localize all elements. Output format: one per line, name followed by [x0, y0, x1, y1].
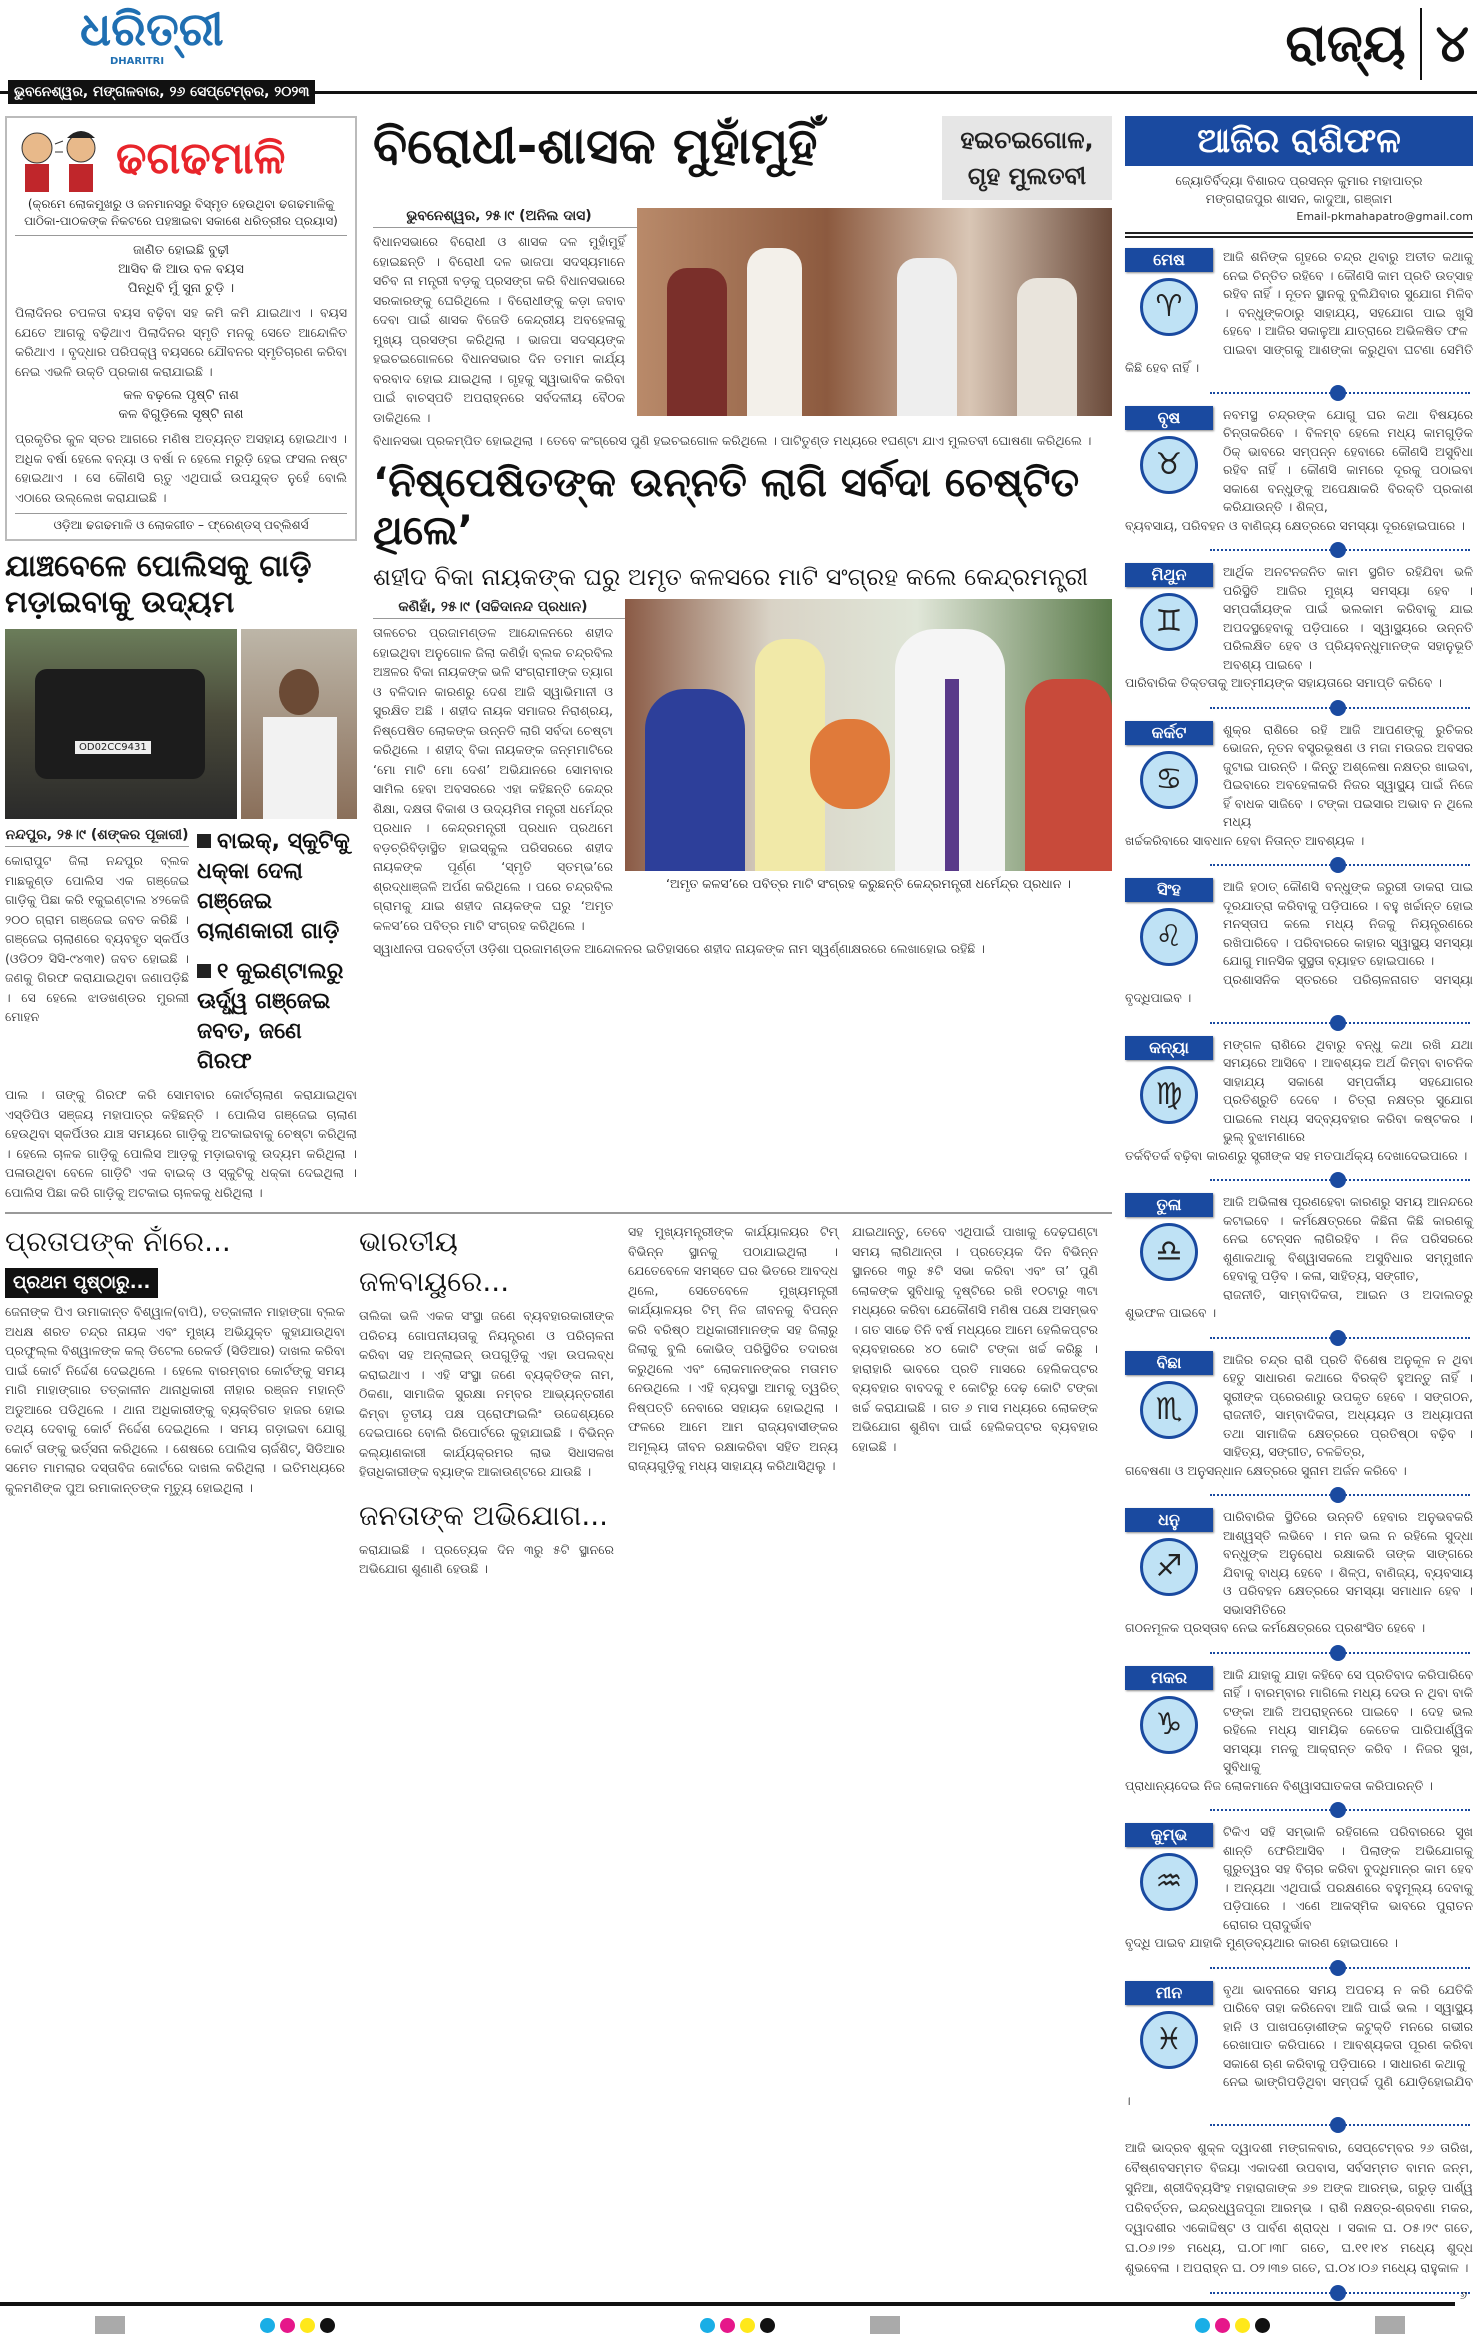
goat-icon: ♑ — [1140, 1696, 1198, 1754]
ram-icon: ♈ — [1140, 278, 1198, 336]
sign-prediction: ନବମସ୍ଥ ଚନ୍ଦ୍ରଙ୍କ ଯୋଗୁ ଘର କଥା ବିଷୟରେ ଚିନ୍ତାକରିବେ । ବିଳମ୍ବ ହେଲେ ମଧ୍ୟ କାମଗୁଡ଼ିକ ଠିକ୍ ଭାବରେ ସମ୍ପନ୍ନ ହେବାରେ କୌଣସି ଅସୁବିଧା ରହିବ ନାହିଁ । କୌଣସି କାମରେ ଦୂରକୁ ପଠାଇବା ସକାଶେ ବନ୍ଧୁଙ୍କୁ ଅପେକ୍ଷାକରି ବିରକ୍ତି ପ୍ରକାଶ କରିଯାଉନ୍ତି । ଶିଳ୍ପ, — [1223, 406, 1473, 514]
police-story-headline: ଯାଞ୍ଚବେଳେ ପୋଲିସକୁ ଗାଡ଼ି ମଡ଼ାଇବାକୁ ଉଦ୍ୟମ — [5, 549, 312, 620]
astrologer-email: Email-pkmahapatro@gmail.com — [1296, 210, 1473, 223]
kicker-line: ହଇଚଇଗୋଳ, — [960, 126, 1094, 154]
sign-prediction: ଶୁକ୍ର ରାଶିରେ ରହି ଆଜି ଆପଣଙ୍କୁ ରୁଚିକର ଭୋଜନ, ନୂତନ ବସ୍ତ୍ରଭୂଷଣ ଓ ମଜା ମଉଜର ଅବସର ଜୁଟାଇ ପାରନ୍ତି । କିନ୍ତୁ ଅଶ୍ଳେଷା ନକ୍ଷତ୍ର ଖାଇବା, ପିଇବାରେ ଅବହେଳାକରି ନିଜର ସ୍ୱାସ୍ଥ୍ୟ ପାଇଁ ନିଜେ ହିଁ ବାଧକ ସାଜିବେ । ଟଙ୍କା ପଇସାର ଅଭାବ ନ ଥିଲେ ମଧ୍ୟ — [1223, 721, 1473, 829]
continued-body: ଜେନାଙ୍କ ପିଏ ଉମାକାନ୍ତ ବିଶ୍ୱାଳ(ବାପି), ତତ୍କାଳୀନ ମାହାଙ୍ଗା ବ୍ଲକ ଅଧକ୍ଷ ଶରତ ଚନ୍ଦ୍ର ନାୟକ ଏବଂ ମୁଖ୍ୟ ଅଭିଯୁକ୍ତ କୁହାଯାଉଥିବା ପ୍ରଫୁଲ୍ଲ ବିଶ୍ୱାଳଙ୍କ କଲ୍ ଡିଟେଲ ରେକର୍ଡ (ସିଡିଆର) ଦାଖଲ କରିବା ପାଇଁ କୋର୍ଟ ନିର୍ଦ୍ଦେଶ ଦେଇଥିଲେ । ହେଲେ ବାରମ୍ବାର କୋର୍ଟଙ୍କୁ ସମୟ ମାଗି ମାହାଙ୍ଗାର ତତ୍କାଳୀନ ଥାନାଧିକାରୀ ନୀହାର ରଞ୍ଜନ ମହାନ୍ତି ଅଡୁଆରେ ପଡିଥିଲେ । ଥାନା ଅଧିକାରୀଙ୍କୁ ବ୍ୟକ୍ତିଗତ ହାଜର ହୋଇ ତଥ୍ୟ ଦେବାକୁ କୋର୍ଟ ନିର୍ଦ୍ଦେଶ ଦେଇଥିଲେ । ସମୟ ଗଡ଼ାଇବା ଯୋଗୁ କୋର୍ଟ ତାଙ୍କୁ ଭର୍ତ୍ସନା କରିଥିଲେ । ଶେଷରେ ପୋଲିସ ଚାର୍ଜଶିଟ୍, ସିଡିଆର ସମେତ ମାମଲାର ଦସ୍ତାବିଜ କୋର୍ଟରେ ଦାଖଲ କରିଥିଲା । ଇତିମଧ୍ୟରେ କୁଳମଣିଙ୍କ ପୁଅ ରମାକାନ୍ତଙ୍କ ମୃତ୍ୟୁ ହୋଇଥିଲା । — [5, 1304, 345, 1495]
cartoon-faces-icon — [15, 124, 110, 194]
second-headline: ‘ନିଷ୍ପେଷିତଙ୍କ ଉନ୍ନତି ଲାଗି ସର୍ବଦା ଚେଷ୍ଟିତ ଥିଲେ’ — [373, 459, 1080, 554]
main-content — [5, 116, 1112, 1579]
lead-story — [373, 208, 1112, 451]
dharitri-logo — [80, 2, 280, 68]
horoscope-sign — [1125, 406, 1473, 536]
registration-dot-icon — [260, 2318, 275, 2333]
horoscope-sign — [1125, 1823, 1473, 1953]
horoscope-sign — [1125, 563, 1473, 693]
sign-badge — [1125, 1508, 1217, 1608]
twins-icon: ♊ — [1140, 593, 1198, 651]
separator-dot-icon — [1210, 1494, 1470, 1496]
sign-prediction-end: ପ୍ରଶାସନିକ ସ୍ତରରେ ପରିଚାଳନାଗତ ସମସ୍ୟା ବୃଦ୍ଧିପାଇବ । — [1125, 971, 1473, 1005]
lead-byline: ଭୁବନେଶ୍ୱର, ୨୫।୯ (ଅନିଲ ଦାସ) — [373, 208, 1112, 228]
separator-dot-icon — [1210, 1967, 1470, 1969]
sign-label: କନ୍ୟା — [1125, 1036, 1213, 1060]
sign-prediction: ଆଜି ଶନିଙ୍କ ଗୃହରେ ଚନ୍ଦ୍ର ଥିବାରୁ ଅତୀତ କଥାକୁ ନେଇ ଚିନ୍ତିତ ରହିବେ । କୌଣସି କାମ ପ୍ରତି ଉତ୍ସାହ ରହିବ ନାହିଁ । ନୂତନ ସ୍ଥାନକୁ ବୁଲିଯିବାର ସୁଯୋଗ ମିଳିବ । ବନ୍ଧୁଙ୍କଠାରୁ ସାହାଯ୍ୟ, ସହଯୋଗ ପାଇ ଖୁସି ହେବେ । ଆଜିର ସକାଳୁଆ ଯାତ୍ରାରେ ଅଭିଳଷିତ ଫଳ — [1223, 249, 1473, 338]
second-subheadline: ଶହୀଦ ବିକା ନାୟକଙ୍କ ଘରୁ ଅମୃତ କଳସରେ ମାଟି ସଂଗ୍ରହ କଲେ କେନ୍ଦ୍ରମନ୍ତ୍ରୀ — [373, 562, 1089, 591]
sign-prediction: ଟିକିଏ ସହି ସମ୍ଭାଳି ରହିଗଲେ ପରିବାରରେ ସୁଖ ଶାନ୍ତି ଫେରିଆସିବ । ପିଲାଙ୍କ ଅଭିଯୋଗକୁ ଗୁରୁତ୍ୱର ସହ ବିଚାର କରିବା ବୁଦ୍ଧିମାନ୍‌ର କାମ ହେବ । ଅନ୍ୟଥା ଏଥିପାଇଁ ପରକ୍ଷଣରେ ବହୁମୂଲ୍ୟ ଦେବାକୁ ପଡ଼ିପାରେ । ଏଣେ ଆକସ୍ମିକ ଭାବରେ ପୁରାତନ ରୋଗର ପ୍ରାଦୁର୍ଭାବ — [1223, 1824, 1473, 1932]
registration-dot-icon — [1255, 2318, 1270, 2333]
middle-column — [373, 116, 1112, 959]
section-title: ରାଜ୍ୟ — [1285, 14, 1406, 74]
sign-prediction: ଆଜି ଅଭିଳାଷ ପୂରଣହେବା କାରଣରୁ ସମୟ ଆନନ୍ଦରେ କଟାଇବେ । କର୍ମକ୍ଷେତ୍ରରେ କିଛିନା କିଛି କାରଣକୁ ନେଇ ଟେନ୍‌ସନ ଲାଗିରହିବ । ନିଜ ପରିସରରେ ଶୁଣାକଥାକୁ ବିଶ୍ୱାସକଲେ ଅସୁବିଧାର ସମ୍ମୁଖୀନ ହେବାକୁ ପଡ଼ିବ । କଳା, ସାହିତ୍ୟ, ସଙ୍ଗୀତ, — [1223, 1194, 1473, 1283]
rashiphala-title: ଆଜିର ରାଶିଫଳ — [1125, 116, 1473, 166]
continued-col-2 — [359, 1222, 614, 1579]
separator-dot-icon — [1210, 549, 1470, 551]
sign-label: ମକର — [1125, 1666, 1213, 1690]
footer-rule — [0, 2302, 1455, 2306]
number-plate: OD02CC9431 — [75, 741, 151, 754]
continued-col-3: ସହ ମୁଖ୍ୟମନ୍ତ୍ରୀଙ୍କ କାର୍ଯ୍ୟାଳୟର ଟିମ୍ ବିଭିନ୍ନ ସ୍ଥାନକୁ ପଠାଯାଇଥିଲା । ଯେତେବେଳେ ସମସ୍ତେ ଘର ଭିତରେ ଆବଦ୍ଧ ଥିଲେ, ସେତେବେଳେ ମୁଖ୍ୟମନ୍ତ୍ରୀ କାର୍ଯ୍ୟାଳୟର ଟିମ୍ ନିଜ ଜୀବନକୁ ବିପନ୍ନ କରି ବରିଷ୍ଠ ଅଧିକାରୀମାନଙ୍କ ସହ ଜିଲାରୁ ଜିଲାକୁ ବୁଲି କୋଭିଡ୍ ପରିସ୍ଥିତିର ତଦାରଖ କରୁଥିଲେ ଏବଂ ଲୋକମାନଙ୍କର ମତାମତ ନେଉଥିଲେ । ଏହି ବ୍ୟବସ୍ଥା ଆମକୁ ତ୍ୱରିତ୍ ନିଷ୍ପତ୍ତି ନେବାରେ ସହାୟକ ହୋଇଥିଲା । ଫଳରେ ଆମେ ଆମ ରାଜ୍ୟବାସୀଙ୍କର ଅମୂଲ୍ୟ ଜୀବନ ରକ୍ଷାକରିବା ସହିତ ଅନ୍ୟ ରାଜ୍ୟଗୁଡ଼ିକୁ ମଧ୍ୟ ସାହାଯ୍ୟ କରିଥାସିଥିଲୁ । — [628, 1224, 838, 1473]
sign-badge — [1125, 406, 1217, 506]
continued-col-1 — [5, 1222, 345, 1497]
second-body: ତାଳଚେର ପ୍ରଜାମଣ୍ଡଳ ଆନ୍ଦୋଳନରେ ଶହୀଦ ହୋଇଥିବା ଅନୁଗୋଳ ଜିଲା କଣିହାଁ ବ୍ଲକ ଚନ୍ଦ୍ରବିଲ ଅଞ୍ଚଳର ବିକା ନାୟକଙ୍କ ଭଳି ସଂଗ୍ରାମୀଙ୍କ ତ୍ୟାଗ ଓ ବଳିଦାନ କାରଣରୁ ଦେଶ ଆଜି ସ୍ୱାଭିମାନୀ ଓ ସୁରକ୍ଷିତ ଅଛି । ଶହୀଦ ନାୟକ ସମାଜର ନିରାଶ୍ରୟ, ନିଷ୍ପେଷିତ ଲୋକଙ୍କ ଉନ୍ନତି ଲାଗି ସର୍ବଦା ଚେଷ୍ଟା କରିଥିଲେ । ଶହୀଦ୍ ବିକା ନାୟକଙ୍କ ଜନ୍ମମାଟିରେ ‘ମୋ ମାଟି ମୋ ଦେଶ’ ଅଭିଯାନରେ ସୋମବାର ସାମିଲ ହେବା ଅବସରରେ ଏହା କହିଛନ୍ତି କେନ୍ଦ୍ର ଶିକ୍ଷା, ଦକ୍ଷତା ବିକାଶ ଓ ଉଦ୍ୟମିତା ମନ୍ତ୍ରୀ ଧର୍ମେନ୍ଦ୍ର ପ୍ରଧାନ । କେନ୍ଦ୍ରମନ୍ତ୍ରୀ ପ୍ରଧାନ ପ୍ରଥମେ ବଡ଼ଚ୍ରିବିଡ଼ାସ୍ଥିତ ହାଇସ୍କୁଲ ପରିସରରେ ଶହୀଦ ନାୟକଙ୍କ ପୂର୍ଣ୍ଣ ‘ସ୍ମୃତି ସ୍ତମ୍ଭ’ରେ ଶ୍ରଦ୍ଧାଞ୍ଜଳି ଅର୍ପଣ କରିଥିଲେ । ପରେ ଚନ୍ଦ୍ରବିଲ ଗ୍ରାମକୁ ଯାଇ ଶହୀଦ ନାୟକଙ୍କ ଘରୁ ‘ଅମୃତ କଳସ’ରେ ପବିତ୍ର ମାଟି ସଂଗ୍ରହ କରିଥିଲେ । — [373, 625, 613, 933]
proverb-line: ପିନ୍ଧିବି ମୁଁ ସୁନା ଚୁଡ଼ି । — [127, 281, 235, 296]
sign-label: ମେଷ — [1125, 248, 1213, 272]
sign-prediction-end: ପ୍ରାଧାନ୍ୟଦେଇ ନିଜ ଲୋକମାନେ ବିଶ୍ୱାସଘାତକତା କରିପାରନ୍ତି । — [1125, 1777, 1434, 1793]
sign-label: କୁମ୍ଭ — [1125, 1823, 1213, 1847]
registration-dot-icon — [720, 2318, 735, 2333]
sign-badge — [1125, 721, 1217, 821]
sign-badge — [1125, 248, 1217, 348]
separator-dot-icon — [1210, 392, 1470, 394]
fish-icon: ♓ — [1140, 2011, 1198, 2069]
sign-prediction-end: ରାଜନୀତି, ସାମ୍ବାଦିକତା, ଆଇନ ଓ ଅଦାଲତରୁ ଶୁଭଫଳ ପାଇବେ । — [1125, 1286, 1473, 1320]
sign-label: ମୀନ — [1125, 1981, 1213, 2005]
separator-dot-icon — [1210, 1652, 1470, 1654]
dhagadhamali-box — [5, 116, 357, 541]
proverb-line: କଳ ବଢ଼ଲେ ପୃଷ୍ଟି ନାଶ — [123, 388, 239, 403]
sign-prediction-end: ତର୍କବିତର୍କ ବଢ଼ିବା କାରଣରୁ ସ୍ତ୍ରୀଙ୍କ ସହ ମତପାର୍ଥକ୍ୟ ଦେଖାଦେଇପାରେ । — [1125, 1147, 1468, 1163]
sign-prediction: ବୃଥା ଭାବନାରେ ସମୟ ଅପଚୟ ନ କରି ଯେତିକି ପାରିବେ ତାହା କରିନେବା ଆଜି ପାଇଁ ଭଲ । ସ୍ୱାସ୍ଥ୍ୟ ହାନି ଓ ପାଖପଡ଼ୋଶୀଙ୍କ କଟୁକ୍ତି ମନରେ ଗଭୀର ରେଖାପାତ କରିପାରେ । ଆବଶ୍ୟକତା ପୂରଣ କରିବା ସକାଶେ ଋଣ କରିବାକୁ ପଡ଼ିପାରେ । ସାଧାରଣ କଥାକୁ — [1223, 1981, 1473, 2071]
horoscope-sign — [1125, 1351, 1473, 1481]
sign-prediction: ଆଜି ହଠାତ୍ କୌଣସି ବନ୍ଧୁଙ୍କ ଜରୁରୀ ଡାକରା ପାଇ ଦୂରଯାତ୍ରା କରିବାକୁ ପଡ଼ିପାରେ । ବହୁ ଖର୍ଚ୍ଚାନ୍ତ ହୋଇ ମନସ୍ତାପ କଲେ ମଧ୍ୟ ନିଜକୁ ନିୟନ୍ତ୍ରଣରେ ରଖିପାରିବେ । ପରିବାରରେ କାହାର ସ୍ୱାସ୍ଥ୍ୟ ସମସ୍ୟା ଯୋଗୁ ମାନସିକ ସୁସ୍ଥତା ବ୍ୟାହତ ହୋଇପାରେ । — [1223, 879, 1473, 968]
police-story-lead: କୋରାପୁଟ ଜିଲା ନନ୍ଦପୁର ବ୍ଲକ ମାଛକୁଣ୍ଡ ପୋଲିସ ଏକ ଗଞ୍ଜେଇ ଗାଡ଼ିକୁ ପିଛା କରି ୧କୁଇଣ୍ଟାଲ ୪୨କେଜି ୨୦୦ ଗ୍ରାମ ଗଞ୍ଜେଇ ଜବତ କରିଛି । ଗଞ୍ଜେଇ ଚାଲାଣରେ ବ୍ୟବହୃତ ସ୍କର୍ପିଓ (ଓଡି୦୨ ସିସି-୯୪୩୧) ଜବତ ହୋଇଛି । ଜଣକୁ ଗିରଫ କରାଯାଇଥିବା ଜଣାପଡ଼ିଛି । ସେ ହେଲେ ଝାଡଖଣ୍ଡର ମୁରଲୀ ମୋହନ — [5, 853, 189, 1024]
panjika: ଆଜି ଭାଦ୍ରବ ଶୁକ୍ଳ ଦ୍ୱାଦଶୀ ମଙ୍ଗଳବାର, ସେପ୍ଟେମ୍ବର ୨୬ ତାରିଖ, ବୈଷ୍ଣବସମ୍ମତ ବିଜୟା ଏକାଦଶୀ ଉପବାସ, ସର୍ବସମ୍ମତ ବାମନ ଜନ୍ମ, ସୁନିଆ, ଶ୍ରୀଦିବ୍ୟସିଂହ ମହାରାଜାଙ୍କ ୬୭ ଅଙ୍କ ଆରମ୍ଭ, ଗରୁଡ଼ ପାର୍ଶ୍ୱ ପରିବର୍ତ୍ତନ, ଇନ୍ଦ୍ରଧ୍ୱଜପୂଜା ଆରମ୍ଭ । ରାଶି ନକ୍ଷତ୍ର-ଶ୍ରବଣା ମକର, ଦ୍ୱାଦଶୀର ଏକୋଦ୍ଦିଷ୍ଟ ଓ ପାର୍ବଣ ଶ୍ରାଦ୍ଧ । ସକାଳ ଘ. ୦୫।୨୯ ଗତେ, ଘ.୦୬।୨୭ ମଧ୍ୟେ, ଘ.୦୮।୩୮ ଗତେ, ଘ.୧୧।୧୪ ମଧ୍ୟେ ଶୁଦ୍ଧ ଶୁଭବେଳା । ଅପରାହ୍ନ ଘ. ୦୨।୩୭ ଗତେ, ଘ.୦୪।୦୬ ମଧ୍ୟେ ରାହୁକାଳ । — [1125, 2140, 1473, 2275]
proverb-2 — [15, 386, 347, 424]
sign-badge — [1125, 1193, 1217, 1293]
sign-label: ବୃଷ — [1125, 406, 1213, 430]
registration-dot-icon — [1235, 2318, 1250, 2333]
second-story — [373, 599, 1112, 959]
sign-prediction-end: ଖର୍ଚ୍ଚକରିବାରେ ସାବଧାନ ହେବା ନିତାନ୍ତ ଆବଶ୍ୟକ । — [1125, 832, 1365, 848]
proverb-line: ଜାଣିତ ହୋଇଛି ବୁଢ଼ୀ — [132, 243, 230, 258]
horoscope-list — [1125, 248, 1473, 2138]
gray-patch-icon — [870, 2316, 900, 2334]
police-story-byline: ନନ୍ଦପୁର, ୨୫।୯ (ଶଙ୍କର ପୂଜାରୀ) — [5, 827, 189, 847]
lead-body: ବିଧାନସଭାରେ ବିରୋଧୀ ଓ ଶାସକ ଦଳ ମୁହାଁମୁହିଁ ହୋଇଛନ୍ତି । ବିରୋଧୀ ଦଳ ଭାଜପା ସଦସ୍ୟମାନେ ସଚିବ ନା ମନ୍ତ୍ରୀ ବଡ଼କୁ ପ୍ରସଙ୍ଗ କରି ବିଧାନସଭାରେ ସରକାରଙ୍କୁ ଘେରିଥିଲେ । ବିରୋଧୀଙ୍କୁ କଡ଼ା ଜବାବ ଦେବା ପାଇଁ ଶାସକ ବିଜେଡି କେନ୍ଦ୍ରୀୟ ଅବହେଳାକୁ ମୁଖ୍ୟ ପ୍ରସଙ୍ଗ କରିଥିଲା । ଭାଜପା ସଦସ୍ୟଙ୍କ ହଇଚଇଗୋଳରେ ବିଧାନସଭାର ଦିନ ତମାମ କାର୍ଯ୍ୟ ବରବାଦ ହୋଇ ଯାଇଥିଲା । ଗୃହକୁ ସ୍ୱାଭାବିକ କରିବା ପାଇଁ ବାଚସ୍ପତି ଅପରାହ୍ନରେ ସର୍ବଦଳୀୟ ବୈଠକ ଡାକିଥିଲେ । — [373, 234, 625, 425]
horoscope-sign — [1125, 1036, 1473, 1166]
crab-icon: ♋ — [1140, 751, 1198, 809]
accused-photo — [241, 629, 357, 819]
lead-continued: ବିଧାନସଭା ପ୍ରକମ୍ପିତ ହୋଇଥିଲା । ତେବେ କଂଗ୍ରେସ ପୁଣି ହଇଚଇଗୋଳ କରିଥିଲେ । ପାଟିତୁଣ୍ଡ ମଧ୍ୟରେ ୧ଘଣ୍ଟା ଯାଏ ମୁଲତବୀ ଘୋଷଣା କରିଥିଲେ । — [373, 433, 1092, 448]
proverb-line: ଆସିବ କି ଆଉ ବଳ ବୟସ — [118, 262, 244, 277]
highlight: ବାଇକ୍, ସ୍କୁଟିକୁ ଧକ୍କା ଦେଲା ଗଞ୍ଜେଇ ଚାଲାଣକାରୀ ଗାଡ଼ି — [197, 829, 350, 944]
sign-label: ଧନୁ — [1125, 1508, 1213, 1532]
registration-dot-icon — [1195, 2318, 1210, 2333]
separator-dot-icon — [1210, 2292, 1470, 2294]
sign-badge — [1125, 1036, 1217, 1136]
registration-dot-icon — [1215, 2318, 1230, 2333]
continued-heading: ଭାରତୀୟ ଜଳବାୟୁରେ... — [359, 1225, 510, 1298]
left-column — [5, 116, 357, 1202]
registration-dot-icon — [740, 2318, 755, 2333]
sign-prediction-end: ପାରିବାରିକ ତିକ୍ତତାକୁ ଆତ୍ମୀୟଙ୍କ ସହାୟତାରେ ସମାପ୍ତି କରିବେ । — [1125, 675, 1442, 690]
proverb-1-explanation: ପିଲାଦିନର ଚପଳତା ବୟସ ବଢ଼ିବା ସହ କମି କମି ଯାଇଥାଏ । ବୟସ ଯେତେ ଆଗକୁ ବଢ଼ିଥାଏ ପିଲାଦିନର ସ୍ମୃତି ମନକୁ ସେତେ ଆନ୍ଦୋଳିତ କରିଥାଏ । ବୃଦ୍ଧାର ପରିପକ୍ୱ ବୟସରେ ଯୌବନର ସ୍ମୃତିଚାରଣ କରିବା ନେଇ ଏଭଳି ଉକ୍ତି ପ୍ରକାଶ କରାଯାଇଛି । — [15, 305, 347, 379]
second-byline: କଣିହାଁ, ୨୫।୯ (ସଚ୍ଚିଦାନନ୍ଦ ପ୍ରଧାନ) — [373, 599, 1112, 619]
proverb-line: କଳ ବିଗୁଡ଼ିଲେ ସୃଷ୍ଟି ନାଶ — [118, 407, 244, 422]
dateline: ଭୁବନେଶ୍ୱର, ମଙ୍ଗଳବାର, ୨୬ ସେପ୍ଟେମ୍ବର, ୨୦୨୩ — [8, 80, 315, 104]
continued-body: ତାଲିକା ଭଳି ଏକକ ସଂସ୍ଥା ଜଣେ ବ୍ୟବହାରକାରୀଙ୍କ ପରିଚୟ ଗୋପନୀୟତାକୁ ନିୟନ୍ତ୍ରଣ ଓ ପରିଚାଳନା କରିବା ସହ ଅନ୍‌ଲାଇନ୍ ଉପଗୁଡ଼ିକୁ ଏହା ଉପଲବ୍ଧ କରାଇଥାଏ । ଏହି ସଂସ୍ଥା ଜଣେ ବ୍ୟକ୍ତିଙ୍କ ନାମ, ଠିକଣା, ସାମାଜିକ ସୁରକ୍ଷା ନମ୍ବର ଆଭ୍ୟନ୍ତରୀଣ କିମ୍ବା ତୃତୀୟ ପକ୍ଷ ପ୍ରୋଫାଇଲିଂ ଉଦ୍ଦେଶ୍ୟରେ ଦେଇପାରେ ବୋଲି ରିପୋର୍ଟରେ କୁହାଯାଇଛି । ବିଭିନ୍ନ କଲ୍ୟାଣକାରୀ କାର୍ଯ୍ୟକ୍ରମର ଲାଭ ସିଧାସଳଖ ହିତାଧିକାରୀଙ୍କ ବ୍ୟାଙ୍କ ଆକାଉଣ୍ଟରେ ଯାଉଛି । — [359, 1308, 614, 1479]
separator-dot-icon — [1210, 707, 1470, 709]
horoscope-sign — [1125, 721, 1473, 851]
sign-prediction: ଆଜିର ଚନ୍ଦ୍ର ରାଶି ପ୍ରତି ବିଶେଷ ଅନୁକୂଳ ନ ଥିବା ହେତୁ ସାଧାରଣ କଥାରେ ବିରକ୍ତି ହୁଅନ୍ତୁ ନାହିଁ । ସ୍ତ୍ରୀଙ୍କ ପ୍ରେରଣାରୁ ଉପକୃତ ହେବେ । ସଙ୍ଗଠନ, ରାଜନୀତି, ସାମ୍ବାଦିକତା, ଅଧ୍ୟୟନ ଓ ଅଧ୍ୟାପନା ତଥା ସାମାଜିକ କ୍ଷେତ୍ରରେ ପ୍ରତିଷ୍ଠା ବଢ଼ିବ । ସାହିତ୍ୟ, ସଙ୍ଗୀତ, ଚଳଚ୍ଚିତ୍ର, — [1223, 1351, 1473, 1459]
sign-prediction-end: ପାଇବା ସାଙ୍ଗକୁ ଆଶଙ୍କା କରୁଥିବା ଘଟଣା ସେମିତି କିଛି ହେବ ନାହିଁ । — [1125, 341, 1473, 375]
second-continued: ସ୍ୱାଧୀନତା ପରବର୍ତ୍ତୀ ଓଡ଼ିଶା ପ୍ରଜାମଣ୍ଡଳ ଆନ୍ଦୋଳନର ଇତିହାସରେ ଶହୀଦ ନାୟକଙ୍କ ନାମ ସ୍ୱର୍ଣ୍ଣାକ୍ଷରରେ ଲେଖାହୋଇ ରହିଛି । — [373, 941, 985, 957]
folio: ୬ — [1460, 2289, 1467, 2302]
sign-badge — [1125, 563, 1217, 663]
section-divider — [5, 1212, 1112, 1214]
continued-heading: ଜନତାଙ୍କ ଅଭିଯୋଗ... — [359, 1498, 609, 1532]
sign-label: ବିଛା — [1125, 1351, 1213, 1375]
from-front-page-label: ପ୍ରଥମ ପୃଷ୍ଠାରୁ... — [5, 1268, 158, 1298]
proverb-2-explanation: ପ୍ରକୃତିର କୁଳ ସ୍ତର ଆଗରେ ମଣିଷ ଅତ୍ୟନ୍ତ ଅସହାୟ ହୋଇଥାଏ । ଅଧିକ ବର୍ଷା ହେଲେ ବନ୍ୟା ଓ ବର୍ଷା ନ ହେଲେ ମରୁଡ଼ି ହେଇ ଫସଲ ନଷ୍ଟ ହୋଇଥାଏ । ସେ କୌଣସି ଋତୁ ଏଥିପାଇଁ ଉପଯୁକ୍ତ ନୁହେଁ ବୋଲି ଏଠାରେ ଉଲ୍ଲେଖ କରାଯାଇଛି । — [15, 431, 347, 505]
sign-prediction: ଆଜି ଯାହାକୁ ଯାହା କହିବେ ସେ ପ୍ରତିବାଦ କରିପାରିବେ ନାହିଁ । ବାରମ୍ବାର ମାଗିଲେ ମଧ୍ୟ ଦେଉ ନ ଥିବା ବାକି ଟଙ୍କା ଆଜି ଅପରାହ୍ନରେ ପାଇବେ । ଦେହ ଭଲ ରହିଲେ ମଧ୍ୟ ସାମୟିକ କେତେକ ପାରିପାର୍ଶ୍ୱିକ ସମସ୍ୟା ମନକୁ ଆକ୍ରାନ୍ତ କରିବ । ନିଜର ସୁଖ, ସୁବିଧାକୁ — [1223, 1666, 1473, 1774]
archer-icon: ♐ — [1140, 1538, 1198, 1596]
minister-photo — [625, 599, 1112, 871]
horoscope-sign — [1125, 1981, 1473, 2111]
sign-badge — [1125, 1351, 1217, 1451]
continued-body: କରାଯାଇଛି । ପ୍ରତ୍ୟେକ ଦିନ ୩ରୁ ୫ଟି ସ୍ଥାନରେ ଅଭିଯୋଗ ଶୁଣାଣି ହେଉଛି । — [359, 1541, 614, 1576]
horoscope-column — [1125, 116, 1473, 2306]
separator-dot-icon — [1210, 864, 1470, 866]
bull-icon: ♉ — [1140, 436, 1198, 494]
registration-dot-icon — [300, 2318, 315, 2333]
horoscope-sign — [1125, 1666, 1473, 1796]
registration-dot-icon — [280, 2318, 295, 2333]
horoscope-sign — [1125, 878, 1473, 1008]
double-rule — [1125, 232, 1473, 238]
sign-prediction: ମଙ୍ଗଳ ରାଶିରେ ଥିବାରୁ ବନ୍ଧୁ କଥା ରଖି ଯଥା ସମୟରେ ଆସିବେ । ଆବଶ୍ୟକ ଅର୍ଥ କିମ୍ବା ବାଚନିକ ସାହାଯ୍ୟ ସକାଶେ ସମ୍ପର୍କୀୟ ସହଯୋଗର ପ୍ରତିଶ୍ରୁତି ଦେବେ । ଚିତ୍ରା ନକ୍ଷତ୍ର ସୁଯୋଗ ପାଇଲେ ମଧ୍ୟ ସଦ୍‌ବ୍ୟବହାର କରିବା କଷ୍ଟକର । ଭୁଲ୍ ବୁଝାମଣାରେ — [1223, 1036, 1473, 1144]
separator-dot-icon — [1210, 1179, 1470, 1181]
minister-photo-block — [625, 599, 1112, 893]
horoscope-sign — [1125, 1193, 1473, 1323]
photo-caption: ‘ଅମୃତ କଳସ’ରେ ପବିତ୍ର ମାଟି ସଂଗ୍ରହ କରୁଛନ୍ତି କେନ୍ଦ୍ରମନ୍ତ୍ରୀ ଧର୍ମେନ୍ଦ୍ର ପ୍ରଧାନ । — [666, 876, 1071, 892]
astrologer-credit — [1125, 172, 1473, 226]
scales-icon: ♎ — [1140, 1223, 1198, 1281]
registration-dot-icon — [700, 2318, 715, 2333]
section-header — [1285, 8, 1469, 80]
astrologer-name: ଜ୍ୟୋତିର୍ବିଦ୍ୟା ବିଶାରଦ ପ୍ରସନ୍ନ କୁମାର ମହାପାତ୍ର — [1175, 173, 1423, 188]
continued-col-4: ଯାଇଥାନ୍ତୁ, ତେବେ ଏଥିପାଇଁ ପାଖାକୁ ଦେଢ଼ଘଣ୍ଟା ସମୟ ଲାଗିଥାନ୍ତା । ପ୍ରତ୍ୟେକ ଦିନ ବିଭିନ୍ନ ସ୍ଥାନରେ ୩ରୁ ୫ଟି ସଭା କରିବା ଏବଂ ତା’ ପୁଣି ଲୋକଙ୍କ ସୁବିଧାକୁ ଦୃଷ୍ଟିରେ ରଖି ୧୦ଟାରୁ ୩ଟା ମଧ୍ୟରେ କରିବା ଯେକୌଣସି ମଣିଷ ପକ୍ଷେ ଅସମ୍ଭବ । ଗତ ସାଢେ ତିନି ବର୍ଷ ମଧ୍ୟରେ ଆମେ ହେଲିକପ୍ଟର ବ୍ୟବହାରରେ ୪୦ କୋଟି ଟଙ୍କା ଖର୍ଚ୍ଚ କରିଛୁ । ହାରାହାରି ଭାବରେ ପ୍ରତି ମାସରେ ହେଲିକପ୍ଟର ବ୍ୟବହାର ବାବଦକୁ ୧ କୋଟିରୁ ଦେଢ଼ କୋଟି ଟଙ୍କା ଖର୍ଚ୍ଚ କରାଯାଇଛି । ଗତ ୬ ମାସ ମଧ୍ୟରେ ଲୋକଙ୍କ ଅଭିଯୋଗ ଶୁଣିବା ପାଇଁ ହେଲିକପ୍ଟର ବ୍ୟବହାର ହୋଇଛି । — [852, 1224, 1098, 1454]
sign-badge — [1125, 1666, 1217, 1766]
seized-vehicle-photo — [5, 629, 237, 819]
page-number: ୪ — [1420, 8, 1469, 80]
kicker-line: ଗୃହ ମୁଲତବୀ — [967, 162, 1087, 190]
highlight: ୧ କୁଇଣ୍ଟାଲରୁ ଊର୍ଦ୍ଧ୍ୱ ଗଞ୍ଜେଇ ଜବତ, ଜଣେ ଗିରଫ — [197, 959, 344, 1074]
separator-dot-icon — [1210, 1809, 1470, 1811]
virgin-icon: ♍ — [1140, 1066, 1198, 1124]
horoscope-sign — [1125, 1508, 1473, 1638]
sign-badge — [1125, 1981, 1217, 2081]
lion-icon: ♌ — [1140, 908, 1198, 966]
gray-patch-icon — [95, 2316, 125, 2334]
sign-badge — [1125, 878, 1217, 978]
police-story-column — [5, 827, 189, 1027]
scorpion-icon: ♏ — [1140, 1381, 1198, 1439]
logo-text: ଧରିତ୍ରୀ — [80, 2, 224, 56]
astrologer-address: ମଙ୍ଗରାଜପୁର ଶାସନ, କାଦୁଆ, ଗଞ୍ଜାମ — [1205, 191, 1393, 206]
sign-prediction-end: ବୃଦ୍ଧି ପାଇବ ଯାହାକି ମୁଣ୍ଡବ୍ୟଥାର କାରଣ ହୋଇପାରେ । — [1125, 1935, 1398, 1950]
bullet-square-icon — [197, 964, 211, 978]
proverb-1 — [15, 241, 347, 298]
sign-prediction-end: ବ୍ୟବସାୟ, ପରିବହନ ଓ ବାଣିଜ୍ୟ କ୍ଷେତ୍ରରେ ସମସ୍ୟା ଦୂରହୋଇପାରେ । — [1125, 517, 1465, 533]
dhagadhamali-subtitle: (କ୍ରମେ ଲୋକମୁଖରୁ ଓ ଜନମାନସରୁ ବିସ୍ମୃତ ହେଉଥିବା ଢଗଢମାଳିକୁ ପାଠିକା-ପାଠକଙ୍କ ନିକଟରେ ପହଞ୍ଚାଇବା ସକାଶେ ଧରିତ୍ରୀର ପ୍ରୟାସ) — [15, 194, 347, 236]
sign-label: ତୁଳା — [1125, 1193, 1213, 1217]
sign-label: ସିଂହ — [1125, 878, 1213, 902]
sign-label: ମିଥୁନ — [1125, 563, 1213, 587]
dhagadhamali-title: ଢଗଢମାଳି — [116, 133, 286, 184]
separator-dot-icon — [1210, 1337, 1470, 1339]
sign-prediction: ପାରିବାରିକ ସ୍ଥିତିରେ ଉନ୍ନତି ହେବାର ଅନୁଭବକରି ଆଶ୍ୱସ୍ତି ଲଭିବେ । ମନ ଭଲ ନ ରହିଲେ ସୁଦ୍ଧା ବନ୍ଧୁଙ୍କ ଅନୁରୋଧ ରକ୍ଷାକରି ତାଙ୍କ ସାଙ୍ଗରେ ଯିବାକୁ ବାଧ୍ୟ ହେବେ । ଶିଳ୍ପ, ବାଣିଜ୍ୟ, ବ୍ୟବସାୟ ଓ ପରିବହନ କ୍ଷେତ୍ରରେ ସମସ୍ୟା ସମାଧାନ ହେବ । ସଭାସମିତିରେ — [1223, 1509, 1473, 1617]
sign-prediction-end: ଗଠନମୂଳକ ପ୍ରସ୍ତାବ ନେଇ କର୍ମକ୍ଷେତ୍ରରେ ପ୍ରଶଂସିତ ହେବେ । — [1125, 1620, 1426, 1635]
separator-dot-icon — [1210, 2124, 1470, 2126]
logo-english: DHARITRI — [110, 56, 165, 67]
lead-kicker — [942, 116, 1112, 200]
assembly-photo — [637, 208, 1112, 416]
sign-prediction-end: ଗବେଷଣା ଓ ଅନୁସନ୍ଧାନ କ୍ଷେତ୍ରରେ ସୁନାମ ଅର୍ଜନ କରିବେ । — [1125, 1462, 1407, 1478]
water-bearer-icon: ♒ — [1140, 1853, 1198, 1911]
dhagadhamali-source: ଓଡ଼ିଆ ଢଗଢମାଳି ଓ ଲୋକଗୀତ – ଫ୍ରେଣ୍ଡସ୍ ପବ୍ଲିଶର୍ସ — [15, 513, 347, 533]
lead-headline: ବିରୋଧୀ-ଶାସକ ମୁହାଁମୁହିଁ — [373, 117, 818, 175]
registration-dot-icon — [760, 2318, 775, 2333]
bullet-square-icon — [197, 834, 211, 848]
police-story-body: ପାଲ । ତାଙ୍କୁ ଗିରଫ କରି ସୋମବାର କୋର୍ଟଚାଲାଣ କରାଯାଇଥିବା ଏସ୍‌ଡିପିଓ ସଞ୍ଜୟ ମହାପାତ୍ର କହିଛନ୍ତି । ପୋଲିସ ଗଞ୍ଜେଇ ଚାଲାଣ ହେଉଥିବା ସ୍କର୍ପିଓର ଯାଞ୍ଚ ସମୟରେ ଗାଡ଼ିକୁ ଅଟକାଇବାକୁ ଚେଷ୍ଟା କରିଥିଲା । ହେଲେ ଚାଳକ ଗାଡ଼ିକୁ ପୋଲିସ ଆଡ଼କୁ ମଡ଼ାଇବାକୁ ଉଦ୍ୟମ କରିଥିଲା । ପଳାଉଥିବା ବେଳେ ଗାଡ଼ିଟି ଏକ ବାଇକ୍ ଓ ସ୍କୁଟିକୁ ଧକ୍କା ଦେଇଥିଲା । ପୋଲିସ ପିଛା କରି ଗାଡ଼ିକୁ ଅଟକାଇ ଚାଳକକୁ ଧରିଥିଲା । — [5, 1087, 357, 1200]
separator-dot-icon — [1210, 1022, 1470, 1024]
sign-badge — [1125, 1823, 1217, 1923]
sign-prediction-end: ନେଇ ଭାଙ୍ଗିପଡ଼ିଥିବା ସମ୍ପର୍କ ପୁଣି ଯୋଡ଼ିହୋଇଯିବ । — [1125, 2074, 1473, 2108]
horoscope-sign — [1125, 248, 1473, 378]
police-story-highlights — [197, 827, 357, 1077]
registration-dot-icon — [320, 2318, 335, 2333]
sign-label: କର୍କଟ — [1125, 721, 1213, 745]
continued-heading: ପ୍ରତାପଙ୍କ ନାଁରେ... — [5, 1225, 231, 1258]
sign-prediction: ଆର୍ଥିକ ଅନଟନଜନିତ କାମ ସ୍ଥଗିତ ରହିଯିବା ଭଳି ପରିସ୍ଥିତି ଆଜିର ମୁଖ୍ୟ ସମସ୍ୟା ହେବ । ସମ୍ପର୍କୀୟଙ୍କ ପାଇଁ ଭଲକାମ କରିବାକୁ ଯାଇ ଅପଦସ୍ଥହେବାକୁ ପଡ଼ିପାରେ । ସ୍ୱାସ୍ଥ୍ୟରେ ଉନ୍ନତି ପରିଲକ୍ଷିତ ହେବ ଓ ପ୍ରିୟବନ୍ଧୁମାନଙ୍କ ସହାନୁଭୂତି ଅବଶ୍ୟ ପାଇବେ । — [1223, 564, 1473, 672]
gray-patch-icon — [1375, 2316, 1405, 2334]
